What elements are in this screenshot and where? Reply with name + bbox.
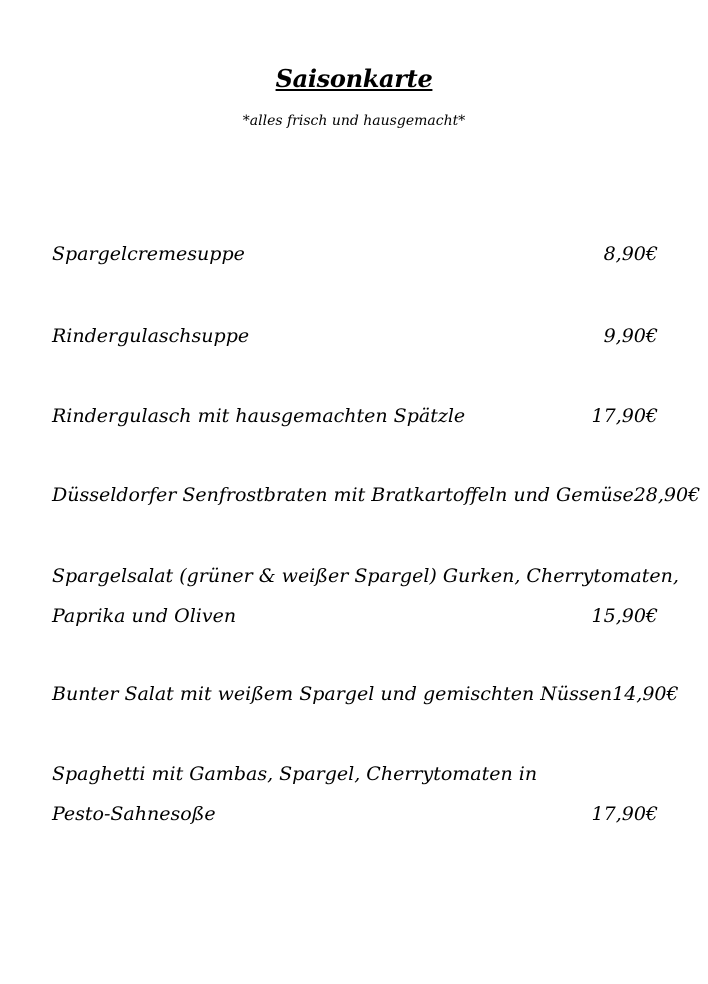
menu-item [52, 674, 679, 714]
menu-item [52, 475, 701, 515]
menu-item [52, 316, 658, 356]
menu-item [52, 396, 658, 436]
menu-item [52, 234, 658, 274]
dish-price: 28,90€ [633, 484, 701, 506]
dish-name: Spargelsalat (grüner & weißer Spargel) Gurken, Cherrytomaten, [52, 565, 679, 587]
menu-item [52, 556, 679, 636]
dish-name: Rindergulaschsuppe [52, 325, 250, 347]
dish-price: 14,90€ [612, 683, 679, 705]
page-subtitle: *alles frisch und hausgemacht* [242, 113, 466, 129]
dish-name: Bunter Salat mit weißem Spargel und gemischten Nüssen [52, 683, 613, 705]
dish-name: Spargelcremesuppe [52, 243, 245, 265]
page-title: Saisonkarte [275, 64, 433, 93]
dish-price: 9,90€ [603, 325, 658, 347]
dish-price: 17,90€ [591, 405, 658, 427]
dish-name-continued: Paprika und Oliven [52, 605, 237, 627]
dish-name: Rindergulasch mit hausgemachten Spätzle [52, 405, 466, 427]
dish-price: 17,90€ [591, 803, 658, 825]
dish-price: 15,90€ [591, 605, 658, 627]
dish-name: Spaghetti mit Gambas, Spargel, Cherrytomaten in [52, 763, 538, 785]
dish-name: Düsseldorfer Senfrostbraten mit Bratkartoffeln und Gemüse [52, 484, 634, 506]
menu-item [52, 754, 658, 834]
dish-price: 8,90€ [603, 243, 658, 265]
dish-name-continued: Pesto-Sahnesoße [52, 803, 216, 825]
